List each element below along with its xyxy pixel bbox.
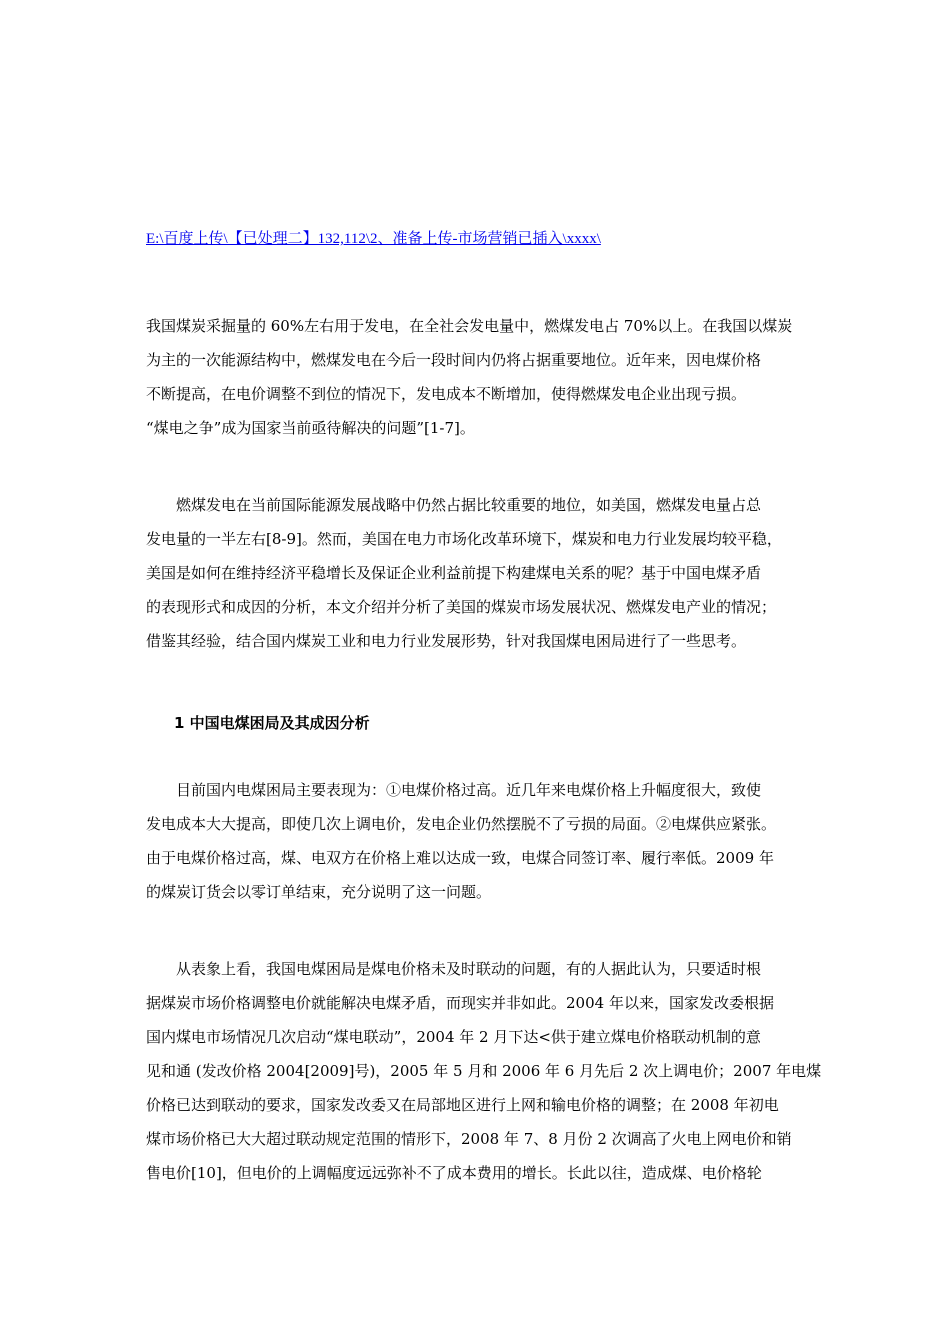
paragraph-us-comparison	[146, 488, 826, 658]
paragraph-line: “煤电之争”成为国家当前亟待解决的问题”[1-7]。	[146, 419, 475, 437]
paragraph-line: 目前国内电煤困局主要表现为：①电煤价格过高。近几年来电煤价格上升幅度很大，致使	[146, 781, 762, 799]
file-path-link[interactable]: E:\百度上传\【已处理二】132,112\2、准备上传-市场营销已插入\xxxx\	[146, 231, 601, 247]
paragraph-line: 煤市场价格已大大超过联动规定范围的情形下，2008 年 7、8 月份 2 次调高了火电上网电价和销	[146, 1130, 792, 1148]
paragraph-line: 的表现形式和成因的分析，本文介绍并分析了美国的煤炭市场发展状况、燃煤发电产业的情况；	[146, 598, 777, 616]
paragraph-line: 发电量的一半左右[8-9]。然而，美国在电力市场化改革环境下，煤炭和电力行业发展均较平稳，	[146, 530, 782, 548]
paragraph-line: 国内煤电市场情况几次启动“煤电联动”，2004 年 2 月下达<供于建立煤电价格联动机制的意	[146, 1028, 761, 1046]
paragraph-line: 价格已达到联动的要求，国家发改委又在局部地区进行上网和输电价格的调整；在 2008 年初电	[146, 1096, 779, 1114]
section-heading: 1 中国电煤困局及其成因分析	[174, 714, 370, 732]
paragraph-line: 美国是如何在维持经济平稳增长及保证企业利益前提下构建煤电关系的呢？基于中国电煤矛盾	[146, 564, 762, 582]
paragraph-line: 从表象上看，我国电煤困局是煤电价格未及时联动的问题，有的人据此认为，只要适时根	[146, 960, 762, 978]
paragraph-current-situation	[146, 773, 826, 909]
paragraph-line: 见和通 (发改价格 2004[2009]号)，2005 年 5 月和 2006 年 6 月先后 2 次上调电价；2007 年电煤	[146, 1062, 822, 1080]
paragraph-line: 的煤炭订货会以零订单结束，充分说明了这一问题。	[146, 883, 492, 901]
paragraph-line: 为主的一次能源结构中，燃煤发电在今后一段时间内仍将占据重要地位。近年来，因电煤价格	[146, 351, 762, 369]
paragraph-line: 由于电煤价格过高，煤、电双方在价格上难以达成一致，电煤合同签订率、履行率低。2009 年	[146, 849, 774, 867]
paragraph-line: 售电价[10]，但电价的上调幅度远远弥补不了成本费用的增长。长此以往，造成煤、电价格轮	[146, 1164, 762, 1182]
paragraph-line: 不断提高，在电价调整不到位的情况下，发电成本不断增加，使得燃煤发电企业出现亏损。	[146, 385, 747, 403]
paragraph-line: 我国煤炭采掘量的 60%左右用于发电，在全社会发电量中，燃煤发电占 70%以上。在我国以煤炭	[146, 317, 793, 335]
paragraph-line: 借鉴其经验，结合国内煤炭工业和电力行业发展形势，针对我国煤电困局进行了一些思考。	[146, 632, 747, 650]
paragraph-intro	[146, 309, 826, 445]
paragraph-analysis	[146, 952, 826, 1190]
paragraph-line: 据煤炭市场价格调整电价就能解决电煤矛盾，而现实并非如此。2004 年以来，国家发改委根据	[146, 994, 774, 1012]
paragraph-line: 发电成本大大提高，即使几次上调电价，发电企业仍然摆脱不了亏损的局面。②电煤供应紧张。	[146, 815, 777, 833]
paragraph-line: 燃煤发电在当前国际能源发展战略中仍然占据比较重要的地位，如美国，燃煤发电量占总	[146, 496, 762, 514]
